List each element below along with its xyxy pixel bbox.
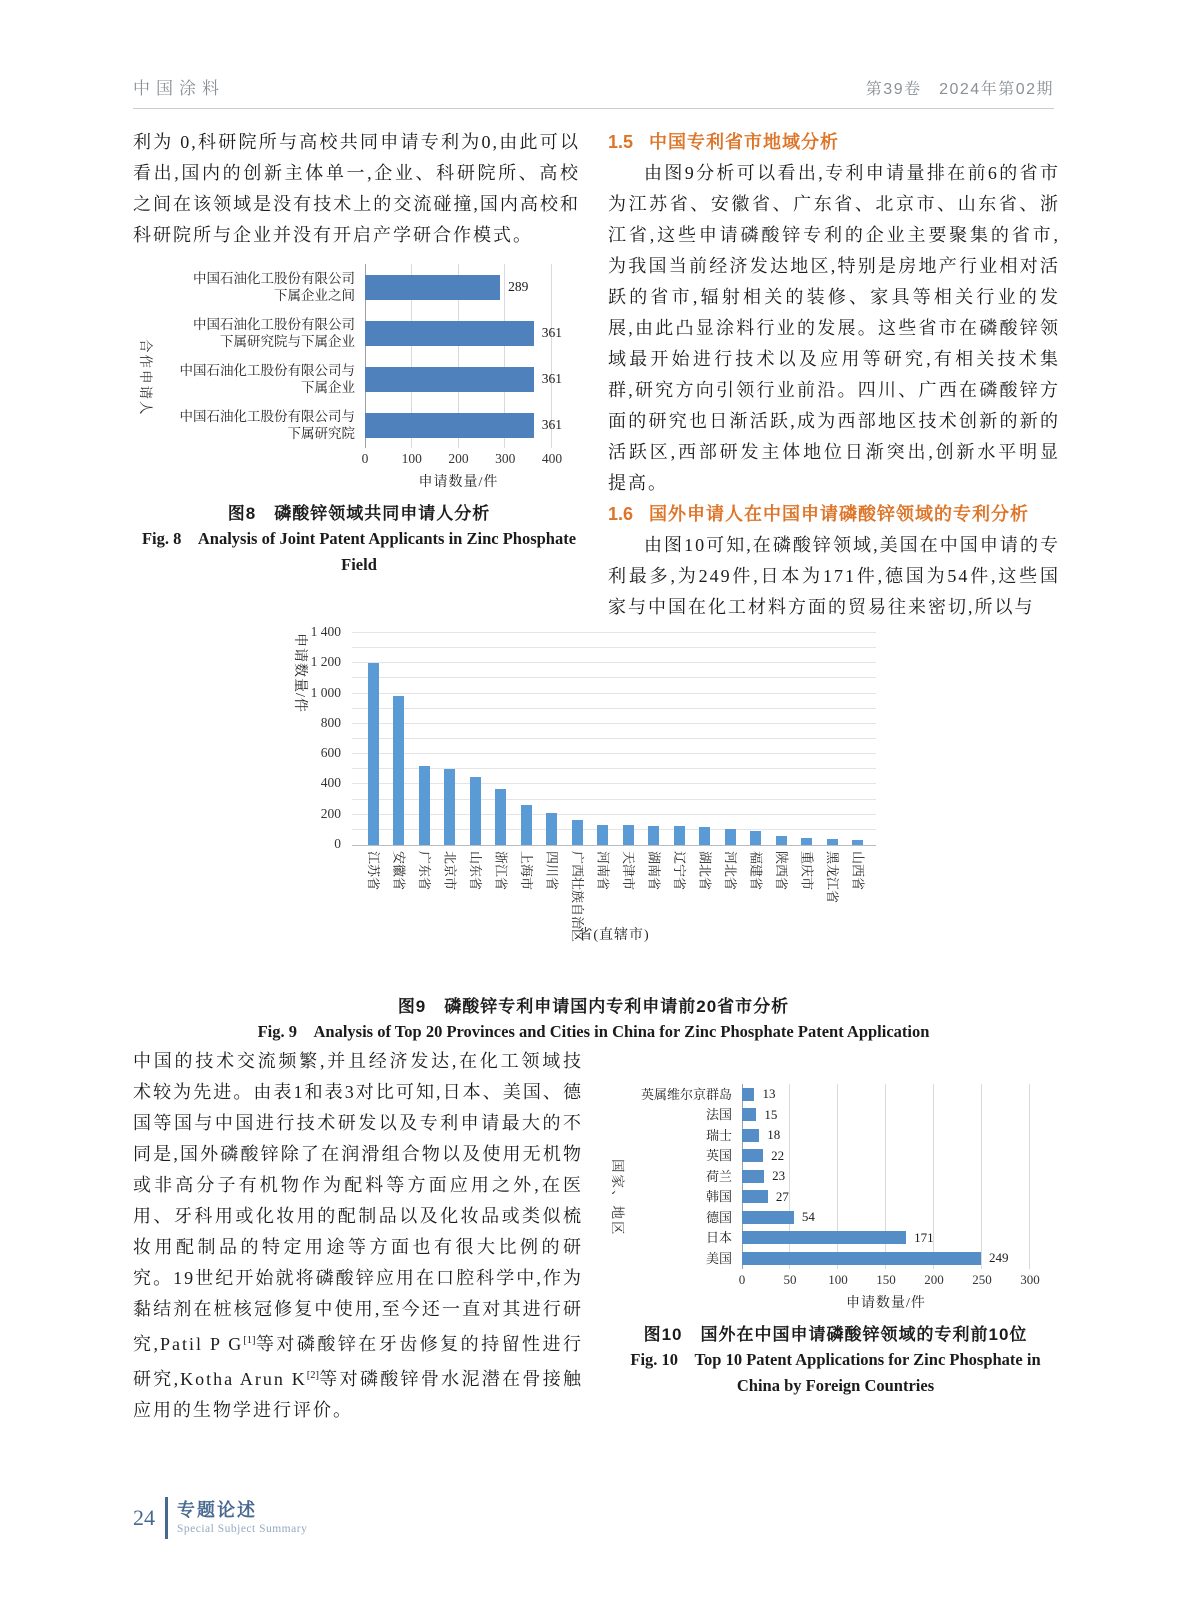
fig8-category-line: 中国石油化工股份有限公司与 — [179, 363, 355, 378]
fig9-category-label: 广西壮族自治区 — [570, 851, 585, 943]
fig8-bar — [365, 413, 534, 438]
fig10-bar — [742, 1231, 906, 1244]
fig8-x-tick: 100 — [401, 451, 422, 466]
body-paragraph-left-top: 利为 0,科研院所与高校共同申请专利为0,由此可以看出,国内的创新主体单一,企业、科研院所、高校之间在该领域是没有技术上的交流碰撞,国内高校和科研院所与企业并没有开启产学研合作模式。 — [133, 132, 580, 245]
figure-8 — [133, 258, 585, 578]
paragraph-text-1: 中国的技术交流频繁,并且经济发达,在化工领域技术较为先进。由表1和表3对比可知,日本、美国、德国等国与中国进行技术研发以及专利申请最大的不同是,国外磷酸锌除了在润滑组合物以及使用无机物或非高分子有机物作为配料等方面应用之外,在医用、牙科用或化妆用的配制品以及化妆品或类似梳妆用配制品的特定用途等方面也有很大比例的研究。19世纪开始就将磷酸锌应用在口腔科学中,作为黏结剂在桩核冠修复中使用,至今还一直对其进行研究,Patil P G — [133, 1051, 583, 1354]
fig8-category-line: 下属研究院 — [287, 426, 355, 441]
fig8-plot-area — [161, 264, 585, 491]
fig9-gridline — [352, 753, 876, 754]
fig9-category-label: 山西省 — [850, 851, 866, 891]
fig10-row — [630, 1125, 1063, 1146]
fig8-y-axis-title: 合作申请人 — [138, 338, 153, 417]
fig10-category-label — [630, 1210, 742, 1225]
fig8-x-tick: 200 — [448, 451, 469, 466]
figure-8-caption-en: Fig. 8 Analysis of Joint Patent Applicants in Zinc Phosphate Field — [141, 529, 577, 574]
fig9-bar — [674, 826, 685, 845]
fig10-category-label — [630, 1230, 742, 1245]
fig9-gridline — [352, 647, 876, 648]
fig9-category-label: 浙江省 — [493, 851, 509, 891]
reference-2: [2] — [306, 1370, 319, 1381]
fig9-y-tick: 0 — [334, 836, 341, 851]
fig9-category-label: 河南省 — [595, 851, 611, 891]
fig10-bar — [742, 1149, 763, 1162]
fig9-category-label: 重庆市 — [799, 851, 815, 891]
fig9-bar — [419, 766, 430, 845]
fig10-value-label: 22 — [771, 1147, 785, 1163]
volume-issue: 第39卷 2024年第02期 — [865, 81, 1054, 98]
fig10-bar — [742, 1088, 754, 1101]
section-1-5-heading — [608, 127, 1060, 158]
body-paragraph-left-bottom — [133, 1046, 583, 1426]
fig9-bar — [623, 825, 634, 845]
fig9-y-tick: 200 — [320, 805, 341, 821]
fig9-bar — [801, 838, 812, 845]
figure-9 — [133, 598, 1054, 1045]
fig10-bar — [742, 1190, 768, 1203]
fig10-category-line: 英国 — [705, 1148, 732, 1164]
fig9-y-tick: 600 — [320, 745, 341, 761]
fig9-gridline — [352, 693, 876, 694]
fig9-gridline — [352, 799, 876, 800]
fig9-category-label: 湖北省 — [697, 851, 713, 891]
fig8-category-line: 中国石油化工股份有限公司 — [193, 271, 355, 286]
fig8-category-label — [161, 316, 365, 350]
fig10-value-label: 18 — [767, 1127, 781, 1143]
fig8-bar — [365, 275, 500, 300]
fig9-category-label: 福建省 — [748, 851, 764, 891]
fig9-bar — [776, 836, 787, 845]
fig10-category-line: 美国 — [705, 1250, 732, 1266]
fig10-bar-zone — [742, 1207, 1030, 1228]
fig9-gridline — [352, 662, 876, 663]
fig9-gridline — [352, 708, 876, 709]
fig8-x-tick: 0 — [361, 451, 369, 466]
fig10-category-label — [630, 1107, 742, 1122]
fig10-value-label: 171 — [914, 1229, 934, 1245]
fig9-bar — [827, 839, 838, 845]
fig8-value-label: 361 — [541, 371, 563, 386]
figure-9-caption-en: Fig. 9 Analysis of Top 20 Provinces and Cities in China for Zinc Phosphate Patent Application — [257, 1022, 930, 1041]
fig10-category-label — [630, 1169, 742, 1184]
footer-section-cn: 专题论述 — [177, 1500, 257, 1520]
fig10-plot-area — [630, 1084, 1063, 1312]
section-1-6-title: 国外申请人在中国申请磷酸锌领域的专利分析 — [649, 504, 1030, 524]
fig10-rows — [630, 1084, 1063, 1269]
fig8-category-label — [161, 270, 365, 304]
fig10-value-label: 27 — [775, 1188, 789, 1204]
fig10-row — [630, 1084, 1063, 1105]
fig8-category-label — [161, 408, 365, 442]
footer-section-en: Special Subject Summary — [177, 1523, 308, 1535]
section-1-6-number: 1.6 — [608, 504, 634, 524]
fig9-category-label: 北京市 — [442, 851, 458, 891]
paragraph-text-2: 等对磷酸锌在牙齿修复的持留性进行研究,Kotha Arun K — [133, 1334, 583, 1389]
fig8-chart — [133, 264, 585, 491]
fig9-y-tick: 400 — [320, 775, 341, 791]
fig9-category-label: 河北省 — [723, 851, 738, 891]
fig9-category-label: 上海市 — [519, 851, 534, 891]
fig8-category-label — [161, 362, 365, 396]
fig8-category-line: 下属企业之间 — [274, 288, 355, 303]
fig10-x-ticks — [738, 1271, 1040, 1292]
fig9-gridline — [352, 814, 876, 815]
figure-8-chart — [133, 264, 585, 491]
section-1-5-body: 由图9分析可以看出,专利申请量排在前6的省市为江苏省、安徽省、广东省、北京市、山东省、浙江省,这些申请磷酸锌专利的企业主要聚集的省市,为我国当前经济发达地区,特别是房地产行业相对活跃的省市,辐射相关的装修、家具等相关行业的发展,由此凸显涂料行业的发展。这些省市在磷酸锌领域最开始进行技术以及应用等研究,有相关技术集群,研究方向引领行业前沿。四川、广西在磷酸锌方面的研究也日渐活跃,成为西部地区技术创新的新的活跃区,西部研发主体地位日渐突出,创新水平明显提高。 — [608, 163, 1060, 493]
fig10-category-line: 瑞士 — [705, 1127, 732, 1143]
fig8-x-ticks — [361, 451, 563, 471]
fig9-gridline — [352, 738, 876, 739]
figure-9-caption-cn: 图9 磷酸锌专利申请国内专利申请前20省市分析 — [397, 997, 790, 1016]
fig8-value-label: 361 — [541, 325, 563, 340]
fig10-row — [630, 1228, 1063, 1249]
fig10-category-line: 韩国 — [705, 1189, 732, 1205]
fig10-x-tick: 50 — [783, 1271, 797, 1287]
fig10-bar-zone — [742, 1146, 1030, 1167]
fig9-area — [133, 598, 1054, 984]
fig9-y-tick: 1 400 — [310, 624, 341, 639]
figure-10-chart — [608, 1084, 1063, 1312]
fig10-value-label: 249 — [989, 1250, 1009, 1266]
fig9-gridline — [352, 829, 876, 830]
fig9-bar — [852, 840, 863, 845]
fig10-category-line: 荷兰 — [705, 1168, 732, 1184]
fig8-bar — [365, 367, 534, 392]
fig8-x-tick: 400 — [541, 451, 563, 466]
fig8-bar-zone — [365, 310, 563, 356]
fig9-bar — [725, 829, 736, 845]
fig9-bar — [750, 831, 761, 845]
fig9-bar — [699, 827, 710, 845]
fig9-category-label: 江苏省 — [366, 851, 381, 891]
fig10-bar-zone — [742, 1187, 1030, 1208]
journal-title: 中国涂料 — [133, 79, 225, 98]
fig10-row — [630, 1187, 1063, 1208]
fig10-bar-zone — [742, 1084, 1030, 1105]
fig9-bar — [521, 805, 532, 845]
fig10-bar — [742, 1211, 794, 1224]
fig8-rows — [161, 264, 585, 448]
fig10-row — [630, 1146, 1063, 1167]
fig10-bar-zone — [742, 1166, 1030, 1187]
fig9-y-tick: 1 200 — [310, 654, 341, 670]
fig10-x-axis-title: 申请数量/件 — [846, 1295, 926, 1311]
fig9-gridline — [352, 632, 876, 633]
fig8-bar-zone — [365, 264, 552, 310]
fig9-x-axis-title: 省(直辖市) — [578, 928, 650, 943]
fig9-bar — [572, 820, 583, 845]
fig10-value-label: 13 — [762, 1086, 776, 1102]
reference-1: [1] — [243, 1335, 256, 1346]
fig9-y-axis-title: 申请数量/件 — [292, 633, 307, 713]
fig10-category-line: 英属维尔京群岛 — [640, 1086, 732, 1102]
fig10-value-label: 54 — [801, 1209, 815, 1225]
fig10-x-tick: 100 — [828, 1271, 848, 1287]
fig8-row — [161, 356, 585, 402]
fig10-bar — [742, 1252, 981, 1265]
fig8-category-line: 下属企业 — [301, 380, 355, 395]
fig10-bar-zone — [742, 1228, 1030, 1249]
fig9-bar — [546, 813, 557, 845]
fig8-row — [161, 264, 585, 310]
fig9-category-label: 辽宁省 — [672, 851, 687, 891]
fig9-bar — [597, 825, 608, 845]
fig9-category-label: 安徽省 — [391, 851, 407, 891]
fig10-x-tick: 300 — [1020, 1271, 1040, 1287]
fig10-category-label — [630, 1087, 742, 1102]
fig8-value-label: 361 — [541, 417, 563, 432]
fig10-category-label — [630, 1148, 742, 1163]
fig10-x-tick: 250 — [972, 1271, 992, 1287]
section-1-6-heading — [608, 499, 1060, 530]
fig10-x-tick: 0 — [738, 1271, 746, 1287]
fig10-value-label: 15 — [764, 1106, 778, 1122]
fig9-y-tick: 800 — [320, 714, 341, 730]
fig8-value-label: 289 — [508, 279, 529, 294]
figure-8-caption-cn: 图8 磷酸锌领域共同申请人分析 — [227, 504, 491, 523]
fig10-bar — [742, 1108, 756, 1121]
fig8-category-line: 下属研究院与下属企业 — [220, 334, 355, 349]
fig8-x-axis-title: 申请数量/件 — [418, 475, 499, 490]
fig10-bar — [742, 1129, 759, 1142]
fig9-bar — [648, 826, 659, 845]
right-column — [608, 127, 1060, 623]
fig10-category-label — [630, 1189, 742, 1204]
fig10-row — [630, 1248, 1063, 1269]
figure-9-chart — [133, 598, 1054, 984]
fig10-bar-zone — [742, 1105, 1030, 1126]
fig9-category-label: 黑龙江省 — [825, 851, 840, 904]
fig8-category-line: 中国石油化工股份有限公司 — [193, 317, 355, 332]
figure-10-caption-cn: 图10 国外在中国申请磷酸锌领域的专利前10位 — [643, 1324, 1028, 1344]
fig9-gridline — [352, 677, 876, 678]
fig9-bar — [495, 789, 506, 845]
fig9-gridline — [352, 723, 876, 724]
section-1-5-number: 1.5 — [608, 132, 634, 152]
page-footer — [133, 1497, 307, 1539]
fig10-category-label — [630, 1128, 742, 1143]
footer-divider — [165, 1497, 168, 1539]
fig10-y-axis-title: 国家、地区 — [610, 1159, 625, 1237]
page-number: 24 — [133, 1505, 155, 1530]
fig8-bar-zone — [365, 402, 563, 448]
footer-labels — [177, 1499, 307, 1537]
fig9-bar — [470, 777, 481, 845]
fig10-row — [630, 1105, 1063, 1126]
fig10-x-tick: 200 — [924, 1271, 944, 1287]
section-1-5-title: 中国专利省市地域分析 — [649, 132, 840, 152]
fig10-chart — [608, 1084, 1063, 1312]
fig8-bar-zone — [365, 356, 563, 402]
fig10-bar — [742, 1170, 764, 1183]
fig10-category-line: 德国 — [705, 1209, 732, 1225]
section-1-6-body: 由图10可知,在磷酸锌领域,美国在中国申请的专利最多,为249件,日本为171件,德国为54件,这些国家与中国在化工材料方面的贸易往来密切,所以与 — [608, 535, 1060, 617]
fig9-category-label: 广东省 — [417, 851, 432, 891]
fig9-category-label: 四川省 — [544, 851, 560, 891]
fig10-category-line: 日本 — [705, 1230, 732, 1246]
fig9-plot — [352, 633, 876, 846]
fig10-row — [630, 1166, 1063, 1187]
fig9-bar — [393, 696, 404, 845]
fig9-gridline — [352, 768, 876, 769]
fig10-category-label — [630, 1251, 742, 1266]
fig9-category-label: 天津市 — [621, 851, 636, 891]
paragraph-text-3: 等对磷酸锌骨水泥潜在骨接触应用的生物学进行评价。 — [133, 1369, 583, 1420]
fig9-category-label: 湖南省 — [646, 851, 662, 891]
fig9-category-label: 陕西省 — [774, 851, 789, 891]
fig9-category-label: 山东省 — [468, 851, 483, 891]
fig10-x-tick: 150 — [876, 1271, 896, 1287]
figure-10-caption-en: Fig. 10 Top 10 Patent Applications for Zinc Phosphate in China by Foreign Countries — [630, 1349, 1041, 1395]
fig10-value-label: 23 — [772, 1168, 786, 1184]
fig10-bar-zone — [742, 1248, 1030, 1269]
figure-10 — [608, 1060, 1063, 1399]
fig9-bar — [368, 663, 379, 845]
page-header — [133, 74, 1054, 109]
fig8-row — [161, 402, 585, 448]
fig9-y-tick: 1 000 — [310, 684, 341, 700]
fig8-category-line: 中国石油化工股份有限公司与 — [179, 409, 355, 424]
fig9-bar — [444, 769, 455, 845]
fig10-row — [630, 1207, 1063, 1228]
fig10-bar-zone — [742, 1125, 1030, 1146]
fig8-row — [161, 310, 585, 356]
fig9-gridline — [352, 783, 876, 784]
fig10-category-line: 法国 — [705, 1107, 732, 1123]
fig8-x-tick: 300 — [495, 451, 516, 466]
fig8-bar — [365, 321, 534, 346]
